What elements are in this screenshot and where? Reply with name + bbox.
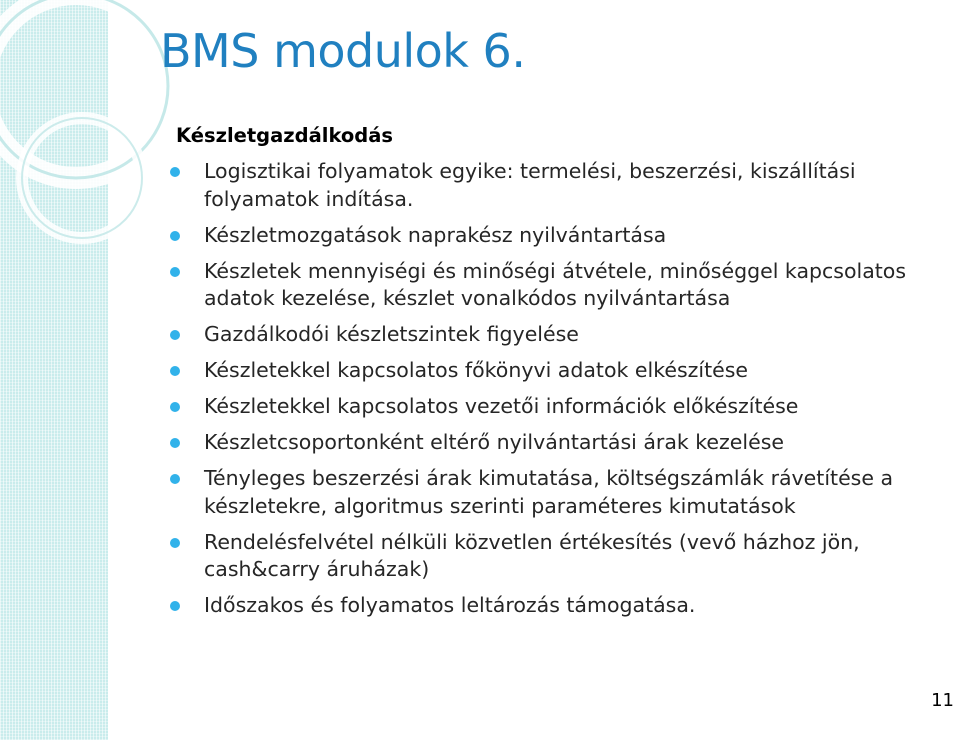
bullet-item [204, 429, 928, 457]
bullet-dot-icon [170, 366, 180, 376]
bullet-text: Logisztikai folyamatok egyike: termelési, beszerzési, kiszállítási folyamatok indítása. [204, 159, 856, 211]
bullet-dot-icon [170, 231, 180, 241]
bullet-text: Készletmozgatások naprakész nyilvántartása [204, 222, 667, 247]
bullet-dot-icon [170, 438, 180, 448]
bullet-dot-icon [170, 474, 180, 484]
bullet-dot-icon [170, 402, 180, 412]
bullet-text: Készletekkel kapcsolatos vezetői információk előkészítése [204, 394, 799, 418]
bullet-item [204, 529, 928, 584]
bullet-dot-icon [170, 601, 180, 611]
bullet-text: Készletcsoportonként eltérő nyilvántartási árak kezelése [204, 430, 785, 454]
bullet-text: Tényleges beszerzési árak kimutatása, költségszámlák rávetítése a készletekre, algoritmus szerinti paraméteres kimutatások [204, 466, 894, 518]
bullet-item [204, 321, 928, 349]
bullet-item [204, 465, 928, 520]
bullet-dot-icon [170, 538, 180, 548]
bullet-dot-icon [170, 330, 180, 340]
bullet-item [204, 222, 928, 250]
section-heading: Készletgazdálkodás [176, 124, 394, 147]
bullet-dot-icon [170, 267, 180, 277]
bullet-item [204, 592, 928, 620]
bullet-list [204, 158, 928, 628]
bullet-text: Rendelésfelvétel nélküli közvetlen értékesítés (vevő házhoz jön, cash&carry áruházak) [204, 529, 860, 581]
bullet-dot-icon [170, 167, 180, 177]
bullet-text: Időszakos és folyamatos leltározás támogatása. [204, 593, 696, 617]
bullet-item [204, 357, 928, 385]
bullet-item [204, 158, 928, 213]
bullet-item [204, 258, 928, 313]
bullet-text: Készletekkel kapcsolatos főkönyvi adatok elkészítése [204, 358, 749, 382]
page-number: 11 [931, 690, 954, 711]
bullet-item [204, 393, 928, 421]
bullet-text: Készletek mennyiségi és minőségi átvétele, minőséggel kapcsolatos adatok kezelése, készlet vonalkódos nyilvántartása [204, 258, 907, 310]
slide-title: BMS modulok 6. [160, 24, 526, 78]
bullet-text: Gazdálkodói készletszintek figyelése [204, 322, 579, 346]
